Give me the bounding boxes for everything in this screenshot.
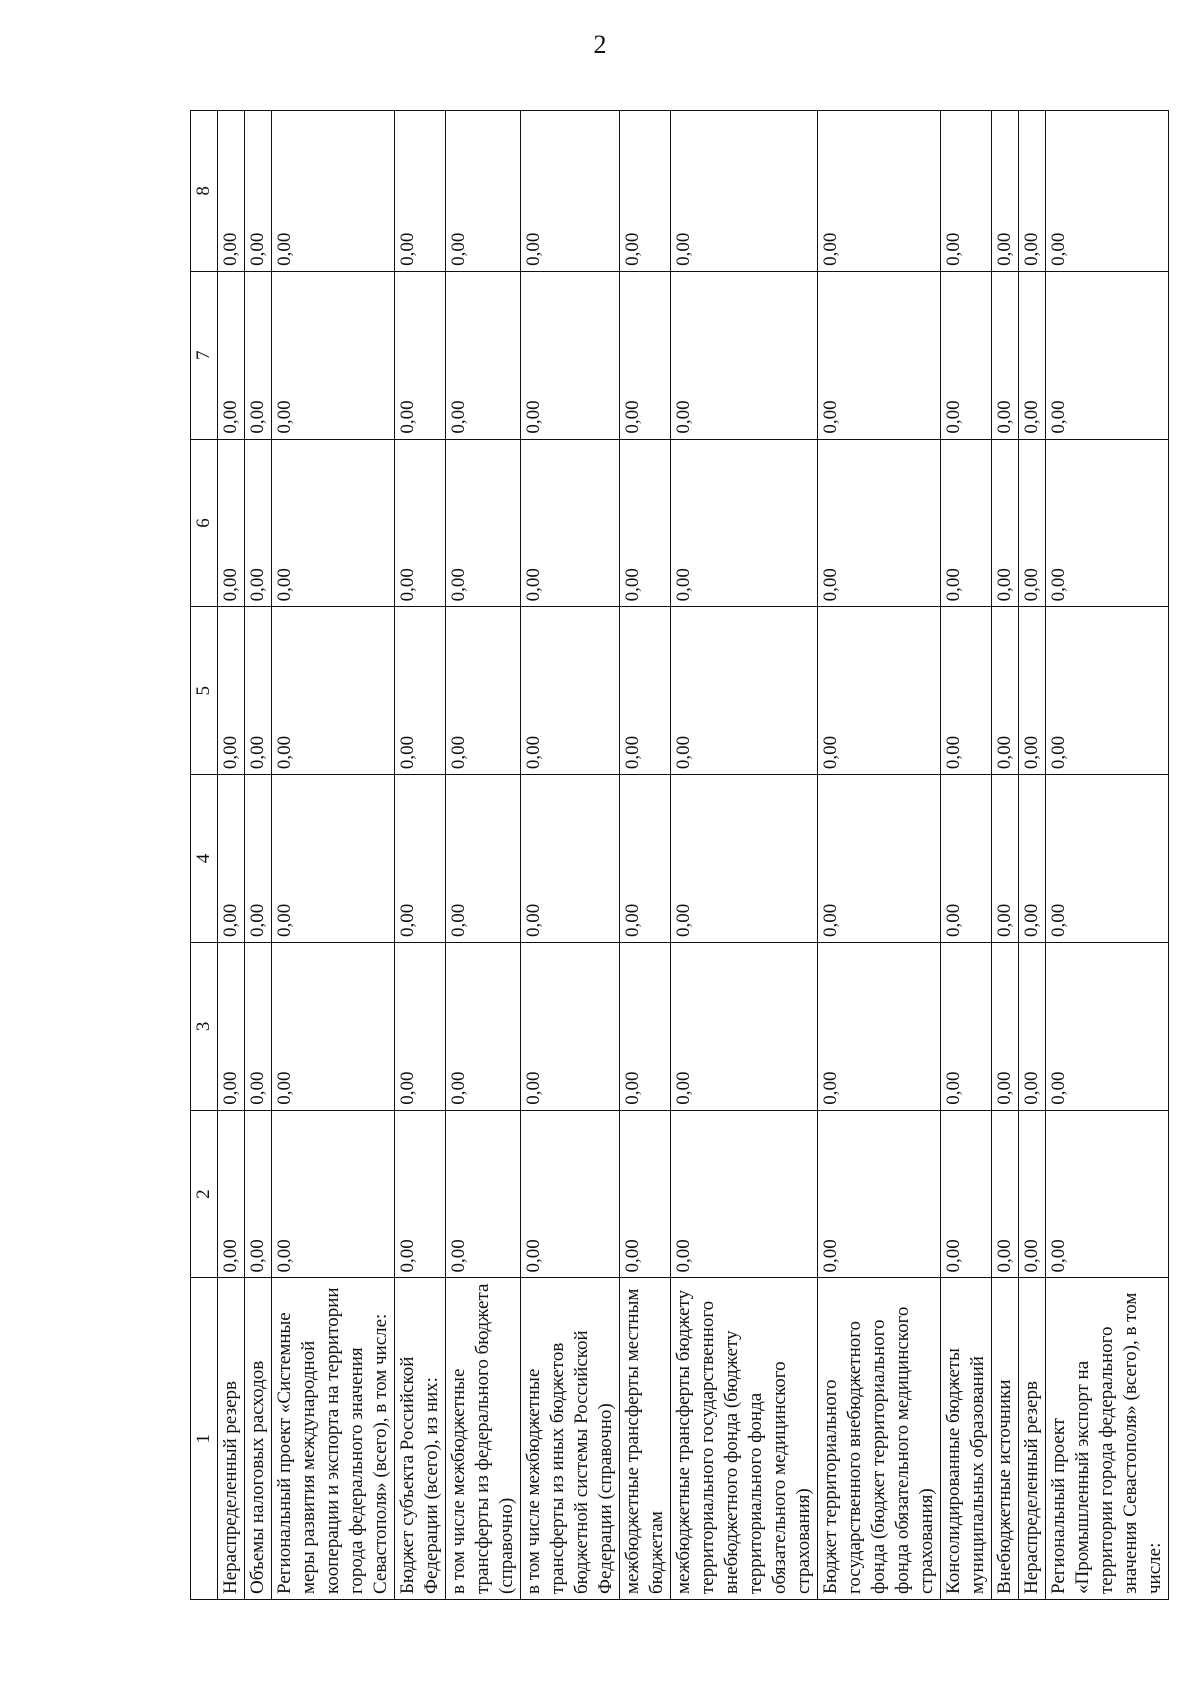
row-label: Нераспределенный резерв: [218, 1278, 245, 1600]
value-cell: 0,00: [521, 775, 620, 943]
table-body: [218, 111, 1169, 1600]
column-header-6: 6: [191, 439, 218, 607]
value-cell: 0,00: [992, 1110, 1019, 1278]
column-header-7: 7: [191, 271, 218, 439]
table-row: [941, 111, 992, 1600]
value-cell: 0,00: [941, 111, 992, 272]
value-cell: 0,00: [1046, 271, 1169, 439]
column-header-1: 1: [191, 1278, 218, 1600]
value-cell: 0,00: [1046, 775, 1169, 943]
value-cell: 0,00: [818, 271, 941, 439]
value-cell: 0,00: [941, 942, 992, 1110]
row-label: Бюджет территориального государственного внебюджетного фонда (бюджет территориального фонда обязательного медицинского страхования): [818, 1278, 941, 1600]
value-cell: 0,00: [446, 439, 521, 607]
table-row: [446, 111, 521, 1600]
value-cell: 0,00: [941, 1110, 992, 1278]
value-cell: 0,00: [395, 1110, 446, 1278]
value-cell: 0,00: [272, 271, 395, 439]
value-cell: 0,00: [941, 271, 992, 439]
value-cell: 0,00: [992, 111, 1019, 272]
value-cell: 0,00: [245, 439, 272, 607]
value-cell: 0,00: [1019, 439, 1046, 607]
value-cell: 0,00: [992, 775, 1019, 943]
value-cell: 0,00: [272, 439, 395, 607]
value-cell: 0,00: [521, 1110, 620, 1278]
value-cell: 0,00: [446, 111, 521, 272]
value-cell: 0,00: [218, 439, 245, 607]
table-row: [671, 111, 818, 1600]
value-cell: 0,00: [620, 111, 671, 272]
row-label: Нераспределенный резерв: [1019, 1278, 1046, 1600]
value-cell: 0,00: [395, 607, 446, 775]
value-cell: 0,00: [671, 942, 818, 1110]
row-label: Внебюджетные источники: [992, 1278, 1019, 1600]
row-label: Консолидированные бюджеты муниципальных образований: [941, 1278, 992, 1600]
row-label: в том числе межбюджетные трансферты из иных бюджетов бюджетной системы Российской Федерации (справочно): [521, 1278, 620, 1600]
value-cell: 0,00: [446, 607, 521, 775]
row-label: межбюджетные трансферты бюджету территориального государственного внебюджетного фонда (бюджету территориального фонда обязательного медицинского страхования): [671, 1278, 818, 1600]
value-cell: 0,00: [521, 942, 620, 1110]
table-row: [521, 111, 620, 1600]
value-cell: 0,00: [671, 111, 818, 272]
value-cell: 0,00: [620, 607, 671, 775]
value-cell: 0,00: [620, 439, 671, 607]
value-cell: 0,00: [992, 271, 1019, 439]
value-cell: 0,00: [941, 439, 992, 607]
row-label: Региональный проект «Промышленный экспорт на территории города федерального значения Севастополя» (всего), в том числе:: [1046, 1278, 1169, 1600]
value-cell: 0,00: [218, 607, 245, 775]
row-label: межбюджетные трансферты местным бюджетам: [620, 1278, 671, 1600]
value-cell: 0,00: [818, 111, 941, 272]
value-cell: 0,00: [620, 942, 671, 1110]
value-cell: 0,00: [521, 271, 620, 439]
table-row: [818, 111, 941, 1600]
value-cell: 0,00: [272, 775, 395, 943]
value-cell: 0,00: [992, 439, 1019, 607]
value-cell: 0,00: [395, 775, 446, 943]
header-row: [191, 111, 218, 1600]
table-row: [245, 111, 272, 1600]
value-cell: 0,00: [1019, 111, 1046, 272]
value-cell: 0,00: [395, 111, 446, 272]
value-cell: 0,00: [245, 111, 272, 272]
value-cell: 0,00: [1019, 271, 1046, 439]
value-cell: 0,00: [521, 607, 620, 775]
value-cell: 0,00: [521, 111, 620, 272]
value-cell: 0,00: [218, 111, 245, 272]
value-cell: 0,00: [671, 775, 818, 943]
value-cell: 0,00: [992, 942, 1019, 1110]
value-cell: 0,00: [218, 942, 245, 1110]
value-cell: 0,00: [395, 439, 446, 607]
value-cell: 0,00: [1046, 111, 1169, 272]
value-cell: 0,00: [818, 775, 941, 943]
table-row: [272, 111, 395, 1600]
column-header-2: 2: [191, 1110, 218, 1278]
value-cell: 0,00: [818, 607, 941, 775]
value-cell: 0,00: [620, 1110, 671, 1278]
value-cell: 0,00: [446, 775, 521, 943]
table-row: [218, 111, 245, 1600]
value-cell: 0,00: [620, 775, 671, 943]
column-header-3: 3: [191, 942, 218, 1110]
value-cell: 0,00: [1019, 942, 1046, 1110]
value-cell: 0,00: [272, 111, 395, 272]
value-cell: 0,00: [671, 271, 818, 439]
value-cell: 0,00: [245, 775, 272, 943]
value-cell: 0,00: [272, 607, 395, 775]
value-cell: 0,00: [395, 942, 446, 1110]
column-header-8: 8: [191, 111, 218, 272]
value-cell: 0,00: [620, 271, 671, 439]
value-cell: 0,00: [446, 1110, 521, 1278]
column-header-5: 5: [191, 607, 218, 775]
value-cell: 0,00: [218, 271, 245, 439]
value-cell: 0,00: [1046, 439, 1169, 607]
value-cell: 0,00: [395, 271, 446, 439]
row-label: Объемы налоговых расходов: [245, 1278, 272, 1600]
page-number: 2: [593, 30, 607, 59]
value-cell: 0,00: [245, 607, 272, 775]
value-cell: 0,00: [245, 271, 272, 439]
value-cell: 0,00: [446, 271, 521, 439]
table-row: [1019, 111, 1046, 1600]
value-cell: 0,00: [272, 1110, 395, 1278]
value-cell: 0,00: [245, 1110, 272, 1278]
column-header-4: 4: [191, 775, 218, 943]
value-cell: 0,00: [1019, 775, 1046, 943]
table-row: [992, 111, 1019, 1600]
value-cell: 0,00: [941, 775, 992, 943]
table-row: [395, 111, 446, 1600]
value-cell: 0,00: [818, 942, 941, 1110]
row-label: Региональный проект «Системные меры развития международной кооперации и экспорта на территории города федерального значения Севастополя» (всего), в том числе:: [272, 1278, 395, 1600]
value-cell: 0,00: [818, 439, 941, 607]
value-cell: 0,00: [245, 942, 272, 1110]
value-cell: 0,00: [446, 942, 521, 1110]
table-row: [1046, 111, 1169, 1600]
rotated-table-container: [190, 110, 1165, 1600]
value-cell: 0,00: [1019, 607, 1046, 775]
value-cell: 0,00: [941, 607, 992, 775]
value-cell: 0,00: [1046, 942, 1169, 1110]
value-cell: 0,00: [521, 439, 620, 607]
value-cell: 0,00: [1046, 1110, 1169, 1278]
table-row: [620, 111, 671, 1600]
value-cell: 0,00: [671, 607, 818, 775]
value-cell: 0,00: [818, 1110, 941, 1278]
value-cell: 0,00: [218, 775, 245, 943]
value-cell: 0,00: [218, 1110, 245, 1278]
value-cell: 0,00: [1019, 1110, 1046, 1278]
row-label: в том числе межбюджетные трансферты из федерального бюджета (справочно): [446, 1278, 521, 1600]
value-cell: 0,00: [671, 439, 818, 607]
value-cell: 0,00: [272, 942, 395, 1110]
value-cell: 0,00: [671, 1110, 818, 1278]
row-label: Бюджет субъекта Российской Федерации (всего), из них:: [395, 1278, 446, 1600]
budget-table: [190, 110, 1169, 1600]
value-cell: 0,00: [1046, 607, 1169, 775]
value-cell: 0,00: [992, 607, 1019, 775]
